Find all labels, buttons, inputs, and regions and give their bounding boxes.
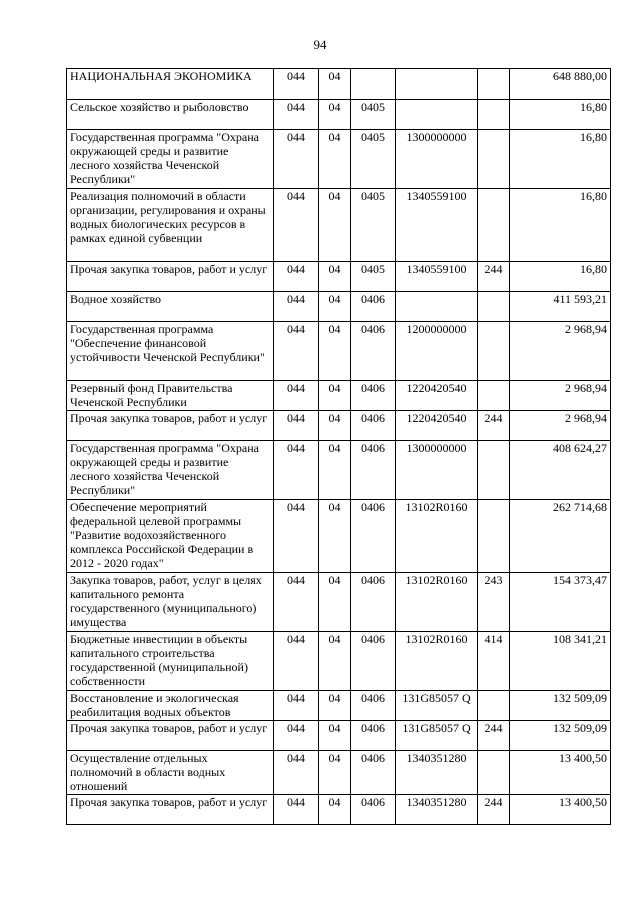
name-cell: Реализация полномочий в области организации, регулирования и охраны водных биологических ресурсов в рамках единой субвенции bbox=[67, 189, 274, 262]
ved-code-cell: 044 bbox=[274, 441, 319, 500]
target-article-cell: 1300000000 bbox=[396, 441, 478, 500]
target-article-cell: 1220420540 bbox=[396, 411, 478, 441]
amount-cell: 13 400,50 bbox=[510, 795, 611, 825]
ved-code-cell: 044 bbox=[274, 795, 319, 825]
target-article-cell: 1300000000 bbox=[396, 130, 478, 189]
ved-code-cell: 044 bbox=[274, 632, 319, 691]
table-row bbox=[67, 691, 611, 721]
target-article-cell bbox=[396, 100, 478, 130]
name-cell: Восстановление и экологическая реабилитация водных объектов bbox=[67, 691, 274, 721]
ved-code-cell: 044 bbox=[274, 130, 319, 189]
section-code-cell: 04 bbox=[319, 292, 351, 322]
table-row bbox=[67, 292, 611, 322]
expense-type-cell: 414 bbox=[478, 632, 510, 691]
section-code-cell: 04 bbox=[319, 100, 351, 130]
table-row bbox=[67, 632, 611, 691]
target-article-cell bbox=[396, 292, 478, 322]
subsection-code-cell: 0406 bbox=[351, 795, 396, 825]
subsection-code-cell: 0406 bbox=[351, 573, 396, 632]
table-row bbox=[67, 69, 611, 100]
expense-type-cell: 244 bbox=[478, 262, 510, 292]
section-code-cell: 04 bbox=[319, 189, 351, 262]
ved-code-cell: 044 bbox=[274, 751, 319, 795]
ved-code-cell: 044 bbox=[274, 721, 319, 751]
table-row bbox=[67, 721, 611, 751]
expense-type-cell bbox=[478, 292, 510, 322]
amount-cell: 16,80 bbox=[510, 130, 611, 189]
ved-code-cell: 044 bbox=[274, 573, 319, 632]
subsection-code-cell: 0406 bbox=[351, 381, 396, 411]
name-cell: Закупка товаров, работ, услуг в целях капитального ремонта государственного (муниципального) имущества bbox=[67, 573, 274, 632]
amount-cell: 108 341,21 bbox=[510, 632, 611, 691]
section-code-cell: 04 bbox=[319, 381, 351, 411]
expense-type-cell bbox=[478, 381, 510, 411]
table-row bbox=[67, 441, 611, 500]
expense-type-cell bbox=[478, 130, 510, 189]
subsection-code-cell: 0405 bbox=[351, 262, 396, 292]
section-code-cell: 04 bbox=[319, 500, 351, 573]
expense-type-cell: 244 bbox=[478, 795, 510, 825]
ved-code-cell: 044 bbox=[274, 100, 319, 130]
amount-cell: 132 509,09 bbox=[510, 691, 611, 721]
amount-cell: 262 714,68 bbox=[510, 500, 611, 573]
section-code-cell: 04 bbox=[319, 130, 351, 189]
target-article-cell bbox=[396, 69, 478, 100]
name-cell: Государственная программа "Охрана окружающей среды и развитие лесного хозяйства Чеченской Республики" bbox=[67, 441, 274, 500]
ved-code-cell: 044 bbox=[274, 411, 319, 441]
target-article-cell: 13102R0160 bbox=[396, 500, 478, 573]
expense-type-cell bbox=[478, 441, 510, 500]
ved-code-cell: 044 bbox=[274, 381, 319, 411]
ved-code-cell: 044 bbox=[274, 189, 319, 262]
section-code-cell: 04 bbox=[319, 573, 351, 632]
expense-type-cell: 244 bbox=[478, 411, 510, 441]
amount-cell: 16,80 bbox=[510, 262, 611, 292]
table-row bbox=[67, 189, 611, 262]
subsection-code-cell: 0406 bbox=[351, 322, 396, 381]
subsection-code-cell: 0406 bbox=[351, 691, 396, 721]
ved-code-cell: 044 bbox=[274, 691, 319, 721]
expense-type-cell bbox=[478, 100, 510, 130]
ved-code-cell: 044 bbox=[274, 500, 319, 573]
section-code-cell: 04 bbox=[319, 691, 351, 721]
expense-type-cell bbox=[478, 751, 510, 795]
name-cell: Осуществление отдельных полномочий в области водных отношений bbox=[67, 751, 274, 795]
amount-cell: 648 880,00 bbox=[510, 69, 611, 100]
ved-code-cell: 044 bbox=[274, 322, 319, 381]
target-article-cell: 131G85057 Q bbox=[396, 721, 478, 751]
expense-type-cell: 243 bbox=[478, 573, 510, 632]
subsection-code-cell: 0406 bbox=[351, 721, 396, 751]
target-article-cell: 1340351280 bbox=[396, 795, 478, 825]
target-article-cell: 1220420540 bbox=[396, 381, 478, 411]
table-row bbox=[67, 381, 611, 411]
table-row bbox=[67, 262, 611, 292]
amount-cell: 154 373,47 bbox=[510, 573, 611, 632]
name-cell: Водное хозяйство bbox=[67, 292, 274, 322]
amount-cell: 2 968,94 bbox=[510, 381, 611, 411]
section-code-cell: 04 bbox=[319, 632, 351, 691]
section-code-cell: 04 bbox=[319, 751, 351, 795]
name-cell: Сельское хозяйство и рыболовство bbox=[67, 100, 274, 130]
section-code-cell: 04 bbox=[319, 262, 351, 292]
amount-cell: 16,80 bbox=[510, 100, 611, 130]
subsection-code-cell: 0405 bbox=[351, 100, 396, 130]
ved-code-cell: 044 bbox=[274, 292, 319, 322]
subsection-code-cell: 0405 bbox=[351, 130, 396, 189]
expense-type-cell: 244 bbox=[478, 721, 510, 751]
subsection-code-cell: 0406 bbox=[351, 292, 396, 322]
target-article-cell: 1200000000 bbox=[396, 322, 478, 381]
expense-type-cell bbox=[478, 69, 510, 100]
page-number: 94 bbox=[313, 37, 327, 52]
table-row bbox=[67, 130, 611, 189]
amount-cell: 408 624,27 bbox=[510, 441, 611, 500]
budget-table bbox=[66, 68, 611, 825]
subsection-code-cell: 0405 bbox=[351, 189, 396, 262]
amount-cell: 132 509,09 bbox=[510, 721, 611, 751]
subsection-code-cell: 0406 bbox=[351, 441, 396, 500]
target-article-cell: 1340351280 bbox=[396, 751, 478, 795]
name-cell: Прочая закупка товаров, работ и услуг bbox=[67, 721, 274, 751]
amount-cell: 2 968,94 bbox=[510, 322, 611, 381]
section-code-cell: 04 bbox=[319, 69, 351, 100]
name-cell: НАЦИОНАЛЬНАЯ ЭКОНОМИКА bbox=[67, 69, 274, 100]
target-article-cell: 131G85057 Q bbox=[396, 691, 478, 721]
ved-code-cell: 044 bbox=[274, 262, 319, 292]
name-cell: Государственная программа "Обеспечение финансовой устойчивости Чеченской Республики" bbox=[67, 322, 274, 381]
name-cell: Прочая закупка товаров, работ и услуг bbox=[67, 795, 274, 825]
name-cell: Обеспечение мероприятий федеральной целевой программы "Развитие водохозяйственного комплекса Российской Федерации в 2012 - 2020 годах" bbox=[67, 500, 274, 573]
name-cell: Прочая закупка товаров, работ и услуг bbox=[67, 262, 274, 292]
target-article-cell: 13102R0160 bbox=[396, 632, 478, 691]
section-code-cell: 04 bbox=[319, 322, 351, 381]
expense-type-cell bbox=[478, 691, 510, 721]
amount-cell: 16,80 bbox=[510, 189, 611, 262]
amount-cell: 411 593,21 bbox=[510, 292, 611, 322]
table-row bbox=[67, 751, 611, 795]
table-row bbox=[67, 100, 611, 130]
table-row bbox=[67, 573, 611, 632]
subsection-code-cell bbox=[351, 69, 396, 100]
subsection-code-cell: 0406 bbox=[351, 751, 396, 795]
name-cell: Бюджетные инвестиции в объекты капитального строительства государственной (муниципальной) собственности bbox=[67, 632, 274, 691]
table-row bbox=[67, 322, 611, 381]
expense-type-cell bbox=[478, 322, 510, 381]
section-code-cell: 04 bbox=[319, 795, 351, 825]
section-code-cell: 04 bbox=[319, 441, 351, 500]
ved-code-cell: 044 bbox=[274, 69, 319, 100]
table-row bbox=[67, 795, 611, 825]
name-cell: Резервный фонд Правительства Чеченской Республики bbox=[67, 381, 274, 411]
expense-type-cell bbox=[478, 500, 510, 573]
section-code-cell: 04 bbox=[319, 411, 351, 441]
subsection-code-cell: 0406 bbox=[351, 500, 396, 573]
table-row bbox=[67, 411, 611, 441]
table-row bbox=[67, 500, 611, 573]
section-code-cell: 04 bbox=[319, 721, 351, 751]
subsection-code-cell: 0406 bbox=[351, 411, 396, 441]
name-cell: Прочая закупка товаров, работ и услуг bbox=[67, 411, 274, 441]
target-article-cell: 13102R0160 bbox=[396, 573, 478, 632]
amount-cell: 13 400,50 bbox=[510, 751, 611, 795]
amount-cell: 2 968,94 bbox=[510, 411, 611, 441]
expense-type-cell bbox=[478, 189, 510, 262]
subsection-code-cell: 0406 bbox=[351, 632, 396, 691]
target-article-cell: 1340559100 bbox=[396, 189, 478, 262]
name-cell: Государственная программа "Охрана окружающей среды и развитие лесного хозяйства Чеченской Республики" bbox=[67, 130, 274, 189]
target-article-cell: 1340559100 bbox=[396, 262, 478, 292]
